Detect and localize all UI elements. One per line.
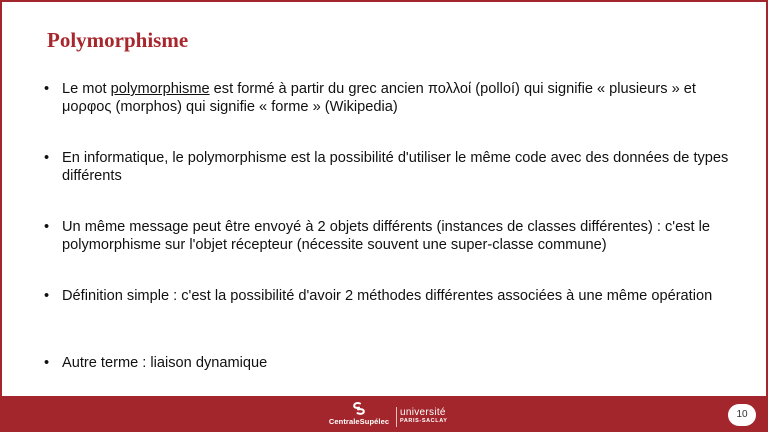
logo-divider: [396, 407, 397, 427]
bullet-marker: •: [44, 219, 50, 235]
bullet-item-autre-terme: [44, 354, 734, 372]
bullet-text: Définition simple : c'est la possibilité d'avoir 2 méthodes différentes associées à une même opération: [62, 288, 713, 304]
bullet-marker: •: [44, 81, 50, 97]
footer-bar: [2, 396, 768, 432]
bullet-text: Un même message peut être envoyé à 2 objets différents (instances de classes différentes) : c'est le polymorphisme sur l'objet récepteur (nécessite souvent une super-classe commune): [62, 219, 710, 253]
bullet-item-message: [44, 218, 734, 254]
bullet-marker: •: [44, 150, 50, 166]
bullet-item-definition: [44, 287, 734, 305]
polymorphisme-link[interactable]: polymorphisme: [110, 81, 210, 97]
page-number: 10: [728, 404, 756, 426]
bullet-text-prefix: Le mot: [62, 81, 111, 97]
bullet-marker: •: [44, 288, 50, 304]
universite-wordmark: université: [400, 407, 446, 418]
universite-paris-saclay-logo: [400, 408, 448, 426]
slide-title: Polymorphisme: [47, 28, 189, 52]
centralesupelec-logo: [324, 401, 394, 431]
bullet-text-suffix: est formé à partir du grec ancien πολλοί (polloí) qui signifie « plusieurs » et μορφος (morphos) qui signifie « forme » (Wikipedia): [62, 81, 696, 115]
bullet-item-etymology: [44, 80, 734, 116]
paris-saclay-wordmark: PARIS-SACLAY: [400, 418, 448, 424]
centralesupelec-wordmark: CentraleSupélec: [328, 417, 390, 426]
bullet-item-informatique: [44, 149, 734, 185]
centralesupelec-mark-icon: [350, 401, 368, 416]
bullet-text: Autre terme : liaison dynamique: [62, 355, 268, 371]
bullet-text: En informatique, le polymorphisme est la possibilité d'utiliser le même code avec des données de types différents: [62, 150, 729, 184]
bullet-marker: •: [44, 355, 50, 371]
